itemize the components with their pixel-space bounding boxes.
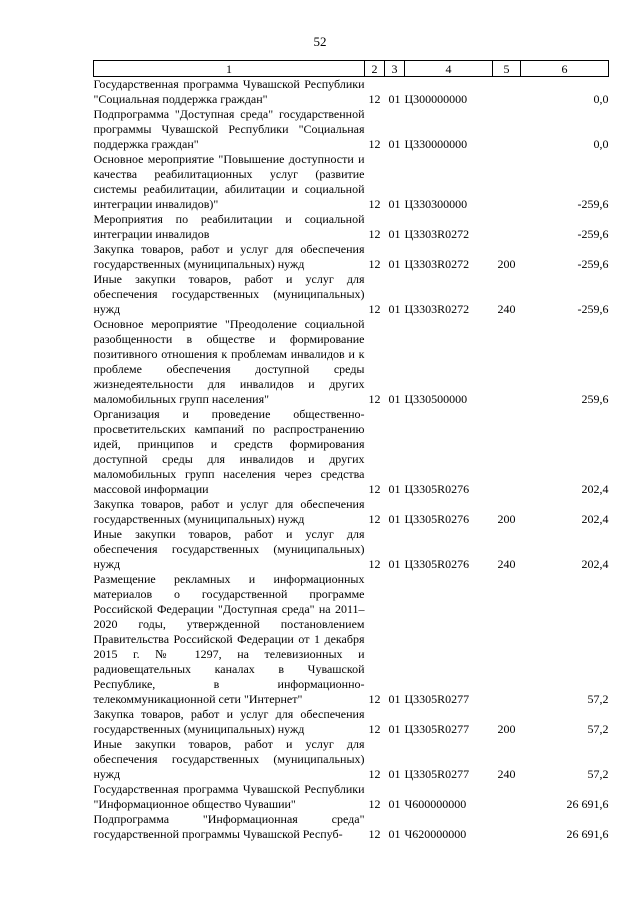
row-section-code: 12 (368, 392, 381, 406)
row-subsection-code: 01 (388, 302, 401, 316)
header-col-1: 1 (94, 61, 365, 77)
row-description: Иные закупки товаров, работ и услуг для обеспечения государственных (муниципальных) нужд (93, 737, 365, 781)
row-section-code: 12 (368, 257, 381, 271)
header-col-2: 2 (365, 61, 385, 77)
row-description: Государственная программа Чувашской Республики "Информационное общество Чувашии" (93, 782, 365, 811)
row-target-article-code: Ц3305R0276 (404, 557, 470, 571)
row-amount: 26 691,6 (566, 827, 609, 841)
row-description: Закупка товаров, работ и услуг для обеспечения государственных (муниципальных) нужд (93, 242, 365, 271)
row-amount: -259,6 (577, 227, 609, 241)
header-col-5: 5 (493, 61, 521, 77)
table-row (94, 107, 609, 152)
row-subsection-code: 01 (388, 137, 401, 151)
header-col-3: 3 (385, 61, 405, 77)
row-expense-type-code (493, 782, 521, 812)
row-expense-type-code (493, 407, 521, 497)
row-description: Мероприятия по реабилитации и социальной интеграции инвалидов (93, 212, 365, 241)
table-row (94, 317, 609, 407)
row-expense-type-code: 200 (497, 257, 516, 271)
table-row (94, 812, 609, 842)
row-description: Подпрограмма "Доступная среда" государственной программы Чувашской Республики "Социальная поддержка граждан" (93, 107, 365, 151)
row-amount: 0,0 (593, 137, 609, 151)
row-expense-type-code: 240 (497, 557, 516, 571)
row-subsection-code: 01 (388, 797, 401, 811)
row-section-code: 12 (368, 827, 381, 841)
header-row (94, 61, 609, 77)
row-section-code: 12 (368, 512, 381, 526)
table-row (94, 77, 609, 108)
table-row (94, 407, 609, 497)
row-target-article-code: Ц3305R0277 (404, 692, 470, 706)
row-target-article-code: Ц3305R0276 (404, 482, 470, 496)
table-row (94, 272, 609, 317)
row-target-article-code: Ц3303R0272 (404, 302, 470, 316)
row-target-article-code: Ч620000000 (404, 827, 467, 841)
row-amount: 202,4 (581, 557, 609, 571)
row-expense-type-code: 200 (497, 512, 516, 526)
row-amount: 0,0 (593, 92, 609, 106)
row-amount: -259,6 (577, 197, 609, 211)
row-expense-type-code (493, 812, 521, 842)
row-subsection-code: 01 (388, 722, 401, 736)
row-section-code: 12 (368, 137, 381, 151)
row-section-code: 12 (368, 197, 381, 211)
row-expense-type-code (493, 572, 521, 707)
row-subsection-code: 01 (388, 827, 401, 841)
row-amount: -259,6 (577, 302, 609, 316)
table-row (94, 497, 609, 527)
row-expense-type-code (493, 152, 521, 212)
row-target-article-code: Ц3303R0272 (404, 227, 470, 241)
page-number: 52 (313, 34, 327, 49)
row-subsection-code: 01 (388, 392, 401, 406)
row-amount: 202,4 (581, 512, 609, 526)
table-row (94, 707, 609, 737)
row-amount: 57,2 (587, 767, 609, 781)
row-amount: 57,2 (587, 722, 609, 736)
row-description: Закупка товаров, работ и услуг для обеспечения государственных (муниципальных) нужд (93, 497, 365, 526)
row-subsection-code: 01 (388, 767, 401, 781)
row-description: Основное мероприятие "Преодоление социальной разобщенности в обществе и формирование позитивного отношения к проблемам инвалидов и к проблеме обеспечения доступной среды жизнедеятельности для инвалидов и других маломобильных групп населения" (93, 317, 365, 406)
row-subsection-code: 01 (388, 557, 401, 571)
row-subsection-code: 01 (388, 197, 401, 211)
row-subsection-code: 01 (388, 482, 401, 496)
header-col-6: 6 (521, 61, 609, 77)
row-section-code: 12 (368, 227, 381, 241)
row-section-code: 12 (368, 722, 381, 736)
row-amount: 57,2 (587, 692, 609, 706)
row-section-code: 12 (368, 557, 381, 571)
row-description: Организация и проведение общественно-просветительских кампаний по распространению идей, принципов и средств формирования доступной среды для инвалидов и других маломобильных групп населения через средства массовой информации (93, 407, 365, 496)
table-row (94, 152, 609, 212)
row-target-article-code: Ц3305R0277 (404, 767, 470, 781)
row-amount: 202,4 (581, 482, 609, 496)
table-row (94, 737, 609, 782)
row-section-code: 12 (368, 302, 381, 316)
row-subsection-code: 01 (388, 257, 401, 271)
row-subsection-code: 01 (388, 92, 401, 106)
row-description: Государственная программа Чувашской Республики "Социальная поддержка граждан" (93, 77, 365, 106)
row-section-code: 12 (368, 692, 381, 706)
row-target-article-code: Ц3305R0277 (404, 722, 470, 736)
row-target-article-code: Ц300000000 (404, 92, 468, 106)
row-expense-type-code (493, 317, 521, 407)
row-amount: -259,6 (577, 257, 609, 271)
row-description: Размещение рекламных и информационных материалов о государственной программе Российской Федерации "Доступная среда" на 2011–2020 годы, утвержденной постановлением Правительства Российской Федерации от 1 декабря 2015 г. № 1297, на телевизионных и радиовещательных каналах в Чувашской Республике, в информационно-телекоммуникационной сети "Интернет" (93, 572, 365, 706)
row-amount: 259,6 (581, 392, 609, 406)
row-expense-type-code: 200 (497, 722, 516, 736)
row-subsection-code: 01 (388, 692, 401, 706)
row-target-article-code: Ц330000000 (404, 137, 468, 151)
row-section-code: 12 (368, 767, 381, 781)
row-expense-type-code (493, 212, 521, 242)
row-expense-type-code: 240 (497, 302, 516, 316)
table-row (94, 527, 609, 572)
table-body (94, 77, 609, 843)
row-description: Основное мероприятие "Повышение доступности и качества реабилитационных услуг (развитие системы реабилитации, абилитации и социальной интеграции инвалидов)" (93, 152, 365, 211)
header-col-4: 4 (405, 61, 493, 77)
row-subsection-code: 01 (388, 227, 401, 241)
table-row (94, 572, 609, 707)
row-amount: 26 691,6 (566, 797, 609, 811)
row-expense-type-code (493, 77, 521, 108)
row-target-article-code: Ц3305R0276 (404, 512, 470, 526)
row-expense-type-code: 240 (497, 767, 516, 781)
row-subsection-code: 01 (388, 512, 401, 526)
row-target-article-code: Ч600000000 (404, 797, 467, 811)
row-target-article-code: Ц330300000 (404, 197, 468, 211)
table-row (94, 782, 609, 812)
row-target-article-code: Ц330500000 (404, 392, 468, 406)
table-row (94, 242, 609, 272)
row-description: Закупка товаров, работ и услуг для обеспечения государственных (муниципальных) нужд (93, 707, 365, 736)
row-section-code: 12 (368, 482, 381, 496)
budget-table (93, 60, 609, 842)
row-target-article-code: Ц3303R0272 (404, 257, 470, 271)
row-section-code: 12 (368, 92, 381, 106)
row-description: Подпрограмма "Информационная среда" государственной программы Чувашской Респуб- (93, 812, 365, 841)
table-row (94, 212, 609, 242)
row-description: Иные закупки товаров, работ и услуг для обеспечения государственных (муниципальных) нужд (93, 527, 365, 571)
row-expense-type-code (493, 107, 521, 152)
row-section-code: 12 (368, 797, 381, 811)
row-description: Иные закупки товаров, работ и услуг для обеспечения государственных (муниципальных) нужд (93, 272, 365, 316)
